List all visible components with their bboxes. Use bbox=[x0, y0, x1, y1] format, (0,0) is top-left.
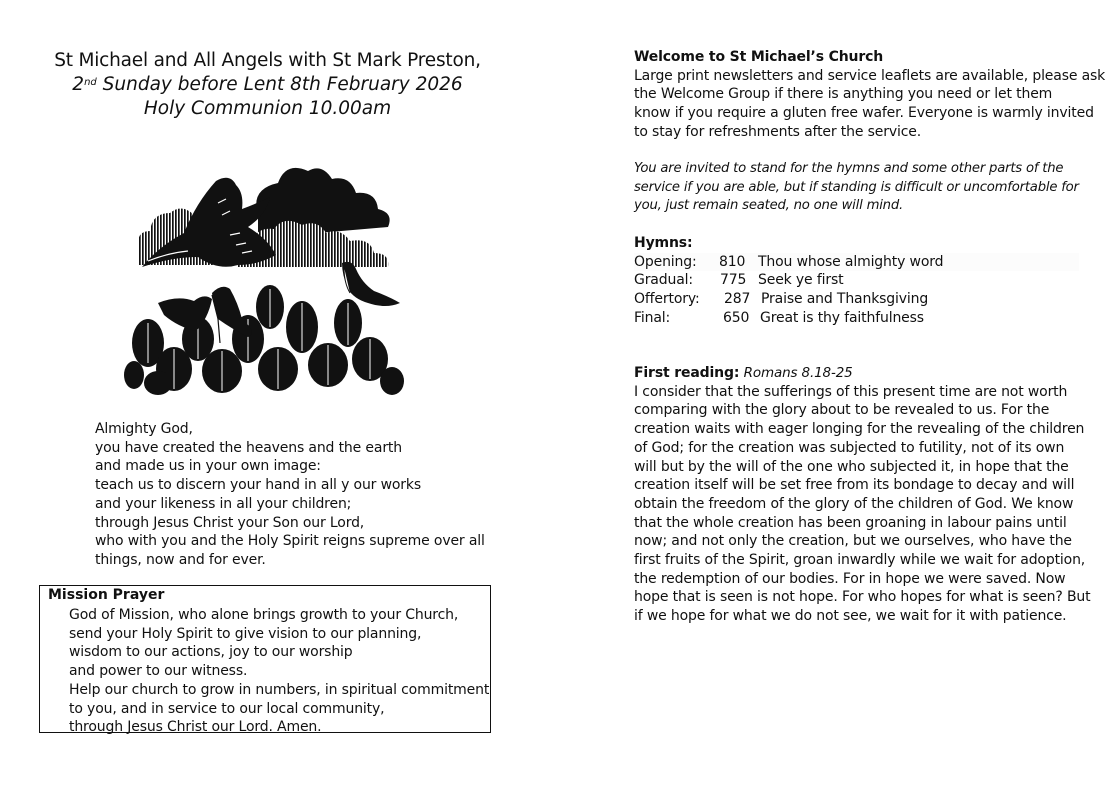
first-reading-label: First reading: bbox=[634, 365, 740, 381]
hymn-number: 287 bbox=[724, 291, 751, 308]
welcome-line: the Welcome Group if there is anything you need or let them bbox=[634, 86, 1053, 103]
hymn-row bbox=[634, 253, 1079, 272]
reading-line: first fruits of the Spirit, groan inwardly while we wait for adoption, bbox=[634, 552, 1086, 569]
mission-prayer-line: and power to our witness. bbox=[69, 663, 248, 680]
collect-prayer bbox=[95, 420, 515, 570]
standing-note bbox=[634, 160, 1084, 216]
service-time: Holy Communion 10.00am bbox=[143, 98, 392, 119]
woodcut-birds-illustration bbox=[118, 143, 418, 401]
hymn-occasion: Offertory: bbox=[634, 291, 700, 308]
reading-line: creation itself will be set free from its bondage to decay and will bbox=[634, 477, 1075, 494]
hymn-occasion: Opening: bbox=[634, 253, 697, 270]
first-reading-text bbox=[634, 383, 1091, 626]
hymn-number: 775 bbox=[720, 272, 747, 289]
occasion-text: Sunday before Lent 8th February 2026 bbox=[96, 74, 463, 95]
hymn-number: 810 bbox=[719, 253, 746, 270]
collect-line: and made us in your own image: bbox=[95, 458, 321, 475]
hymn-title: Thou whose almighty word bbox=[758, 253, 944, 270]
hymns-title: Hymns: bbox=[634, 235, 693, 251]
mission-prayer-line: to you, and in service to our local community, bbox=[69, 700, 385, 717]
mission-prayer-box bbox=[39, 585, 491, 736]
hymn-row bbox=[634, 290, 1079, 309]
collect-line: things, now and for ever. bbox=[95, 551, 266, 568]
mission-prayer-line: send your Holy Spirit to give vision to our planning, bbox=[69, 625, 422, 642]
hymn-row bbox=[634, 309, 1079, 328]
hymn-occasion: Final: bbox=[634, 309, 671, 326]
ordinal-number: 2 bbox=[72, 74, 85, 95]
welcome-section bbox=[634, 48, 1106, 142]
standing-note-line: You are invited to stand for the hymns and some other parts of the bbox=[634, 161, 1064, 176]
reading-line: will but by the will of the one who subjected it, in hope that the bbox=[634, 458, 1069, 475]
welcome-line: Large print newsletters and service leaflets are available, please ask bbox=[634, 67, 1106, 84]
mission-prayer-line: through Jesus Christ our Lord. Amen. bbox=[69, 719, 322, 736]
service-header bbox=[40, 49, 495, 121]
standing-note-line: service if you are able, but if standing is difficult or uncomfortable for bbox=[634, 179, 1079, 195]
reading-line: of God; for the creation was subjected to futility, not of its own bbox=[634, 439, 1065, 456]
hymn-number: 650 bbox=[723, 309, 750, 326]
first-reading-reference: Romans 8.18-25 bbox=[743, 365, 853, 381]
standing-note-line: you, just remain seated, no one will mind. bbox=[634, 198, 904, 214]
reading-line: hope that is seen is not hope. For who hopes for what is seen? But bbox=[634, 589, 1091, 606]
mission-prayer-text bbox=[69, 606, 489, 737]
reading-line: now; and not only the creation, but we ourselves, who have the bbox=[634, 533, 1072, 550]
right-page bbox=[634, 0, 1106, 790]
left-page bbox=[0, 0, 530, 790]
hymn-occasion: Gradual: bbox=[634, 272, 693, 289]
reading-line: creation waits with eager longing for the revealing of the children bbox=[634, 421, 1085, 438]
reading-line: if we hope for what we do not see, we wait for it with patience. bbox=[634, 608, 1067, 625]
hymns-section bbox=[634, 234, 1079, 327]
mission-prayer-line: Help our church to grow in numbers, in spiritual commitment bbox=[69, 681, 490, 698]
collect-line: and your likeness in all your children; bbox=[95, 495, 352, 512]
service-occasion bbox=[40, 73, 495, 97]
welcome-title: Welcome to St Michael’s Church bbox=[634, 49, 884, 65]
first-reading-heading bbox=[634, 364, 1084, 383]
collect-line: teach us to discern your hand in all y our works bbox=[95, 477, 422, 494]
collect-line: who with you and the Holy Spirit reigns supreme over all bbox=[95, 533, 485, 550]
hymn-title: Seek ye first bbox=[758, 272, 844, 289]
collect-line: Almighty God, bbox=[95, 421, 193, 437]
collect-line: you have created the heavens and the earth bbox=[95, 439, 402, 456]
ordinal-suffix: nd bbox=[84, 77, 97, 88]
hymn-title: Great is thy faithfulness bbox=[760, 309, 924, 326]
church-name: St Michael and All Angels with St Mark Preston, bbox=[54, 50, 481, 71]
welcome-line: know if you require a gluten free wafer. Everyone is warmly invited bbox=[634, 105, 1094, 122]
reading-line: comparing with the glory about to be revealed to us. For the bbox=[634, 402, 1050, 419]
reading-line: I consider that the sufferings of this present time are not worth bbox=[634, 383, 1068, 400]
reading-line: the redemption of our bodies. For in hope we were saved. Now bbox=[634, 570, 1066, 587]
mission-prayer-line: God of Mission, who alone brings growth to your Church, bbox=[69, 607, 459, 623]
mission-prayer-title: Mission Prayer bbox=[48, 587, 165, 603]
first-reading-section bbox=[634, 364, 1091, 626]
reading-line: obtain the freedom of the glory of the children of God. We know bbox=[634, 495, 1074, 512]
mission-prayer-line: wisdom to our actions, joy to our worship bbox=[69, 644, 353, 661]
hymn-title: Praise and Thanksgiving bbox=[761, 291, 929, 308]
welcome-line: to stay for refreshments after the service. bbox=[634, 123, 922, 140]
collect-line: through Jesus Christ your Son our Lord, bbox=[95, 514, 365, 531]
hymn-row bbox=[634, 271, 1079, 290]
reading-line: that the whole creation has been groaning in labour pains until bbox=[634, 514, 1067, 531]
